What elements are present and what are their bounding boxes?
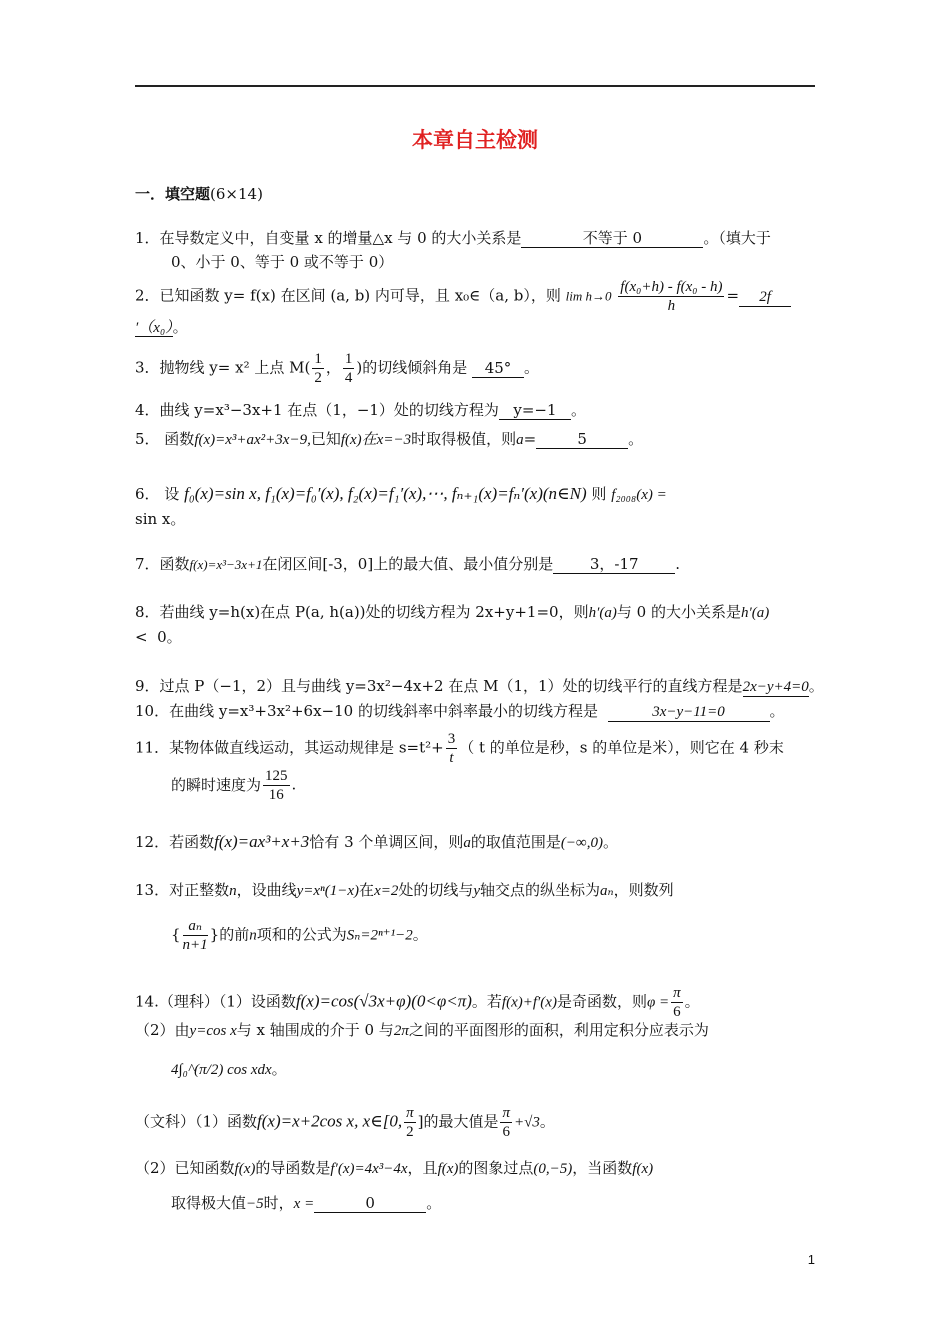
question-8: 8．若曲线 y=h(x)在点 P(a, h(a))处的切线方程为 2x+y+1=0，则h′(a)与 0 的大小关系是h′(a) < 0。 bbox=[135, 603, 770, 646]
limit-fraction: $\frac{\text{f(x₀+h) - f(x₀ - h)}}{h}$ bbox=[620, 279, 723, 314]
answer-14-2: 4∫₀^(π/2) cos xdx bbox=[171, 1062, 272, 1078]
answer-14-1: $\frac{\pi}{6}$ bbox=[673, 985, 681, 1020]
question-12: 12．若函数f(x)=ax³+x+3恰有 3 个单调区间，则a的取值范围是(−∞,0)。 bbox=[135, 832, 618, 851]
section-score: (6×14) bbox=[210, 185, 263, 203]
question-2: 2．已知函数 y= f(x) 在区间 (a, b) 内可导，且 x₀∈（a, b），则 lim h→0 $\frac{\text{f(x₀+h) - f(x₀ - h)}}{h}$ = 2f ′（x₀）。 bbox=[135, 278, 817, 340]
question-10: 10．在曲线 y=x³+3x²+6x−10 的切线斜率中斜率最小的切线方程是 3x−y−11=0 。 bbox=[135, 702, 785, 720]
answer-12: (−∞,0) bbox=[560, 835, 603, 851]
page-title: 本章自主检测 bbox=[412, 128, 538, 152]
page-number: 1 bbox=[807, 1252, 815, 1267]
answer-8: < bbox=[135, 628, 148, 646]
answer-4: y=−1 bbox=[499, 401, 571, 420]
question-14: 14.（理科）（1）设函数f(x)=cos(√3x+φ)(0<φ<π)。若f(x)+f′(x)是奇函数，则φ = $\frac{\pi}{6}$ 。 bbox=[135, 985, 700, 1020]
question-11: 11．某物体做直线运动，其运动规律是 s=t²+ $\frac{3}{t}$ （ t 的单位是秒，s 的单位是米），则它在 4 秒末 的瞬时速度为 $\frac{125}{16}$ . bbox=[135, 731, 784, 803]
section-label: 一．填空题 bbox=[135, 185, 211, 203]
question-14-2: （2）由y=cos x与 x 轴围成的介于 0 与2π之间的平面图形的面积，利用定积分应表示为 4∫₀^(π/2) cos xdx。 bbox=[135, 1021, 709, 1078]
answer-10: 3x−y−11=0 bbox=[608, 703, 770, 722]
answer-9: 2x−y+4=0 bbox=[742, 679, 809, 695]
answer-3: 45° bbox=[472, 359, 524, 378]
section-heading bbox=[135, 183, 263, 204]
question-7: 7．函数f(x)=x³−3x+1在闭区间[-3，0]上的最大值、最小值分别是 3，-17 . bbox=[135, 555, 680, 573]
answer-11: $\frac{125}{16}$ bbox=[265, 768, 288, 803]
question-14-wen-1: （文科）（1）函数f(x)=x+2cos x, x∈[0, $\frac{\pi}{2}$ ]的最大值是 $\frac{\pi}{6}$ +√3。 bbox=[135, 1105, 555, 1140]
answer-2: 2f bbox=[739, 288, 791, 307]
question-1: 1．在导数定义中，自变量 x 的增量△x 与 0 的大小关系是 不等于 0 。（填大于 0、小于 0、等于 0 或不等于 0） bbox=[135, 229, 771, 271]
question-13: 13．对正整数n，设曲线y=xⁿ(1−x)在x=2处的切线与y轴交点的纵坐标为aₙ，则数列 { $\frac{\text{aₙ}}{n+1}$ }的前n项和的公式为Sₙ=2ⁿ⁺¹−2。 bbox=[135, 881, 674, 953]
question-6: 6． 设 f₀(x)=sin x, f₁(x)=f₀′(x), f₂(x)=f₁′(x),⋯, fₙ₊₁(x)=fₙ′(x)(n∈N) 则 f₂₀₀₈(x) = sin x。 bbox=[135, 484, 667, 528]
question-14-wen-2: （2）已知函数f(x)的导函数是f′(x)=4x³−4x，且f(x)的图象过点(0,−5)，当函数f(x) 取得极大值−5时，x = 0 。 bbox=[135, 1159, 654, 1212]
header-rule bbox=[135, 85, 815, 87]
question-4: 4．曲线 y=x³−3x+1 在点（1，−1）处的切线方程为 y=−1 。 bbox=[135, 401, 586, 419]
answer-14-wen-2: 0 bbox=[314, 1194, 426, 1213]
answer-13: Sₙ=2ⁿ⁺¹−2 bbox=[346, 927, 413, 944]
answer-1: 不等于 0 bbox=[521, 229, 703, 248]
answer-7: 3，-17 bbox=[553, 555, 675, 574]
limit-operator: lim h→0 bbox=[565, 288, 612, 304]
answer-14-wen-1: $\frac{\pi}{6}$ bbox=[502, 1105, 510, 1140]
answer-6: sin x bbox=[135, 510, 171, 528]
question-5: 5． 函数f(x)=x³+ax²+3x−9,已知f(x)在x=−3时取得极值，则a= 5 。 bbox=[135, 430, 644, 448]
question-3: 3．抛物线 y= x² 上点 M( $\frac{1}{2}$ ， $\frac{1}{4}$ )的切线倾斜角是 45° 。 bbox=[135, 351, 540, 386]
answer-5: 5 bbox=[536, 430, 628, 449]
question-9: 9．过点 P（−1，2）且与曲线 y=3x²−4x+2 在点 M（1，1）处的切线平行的直线方程是2x−y+4=0。 bbox=[135, 677, 824, 695]
